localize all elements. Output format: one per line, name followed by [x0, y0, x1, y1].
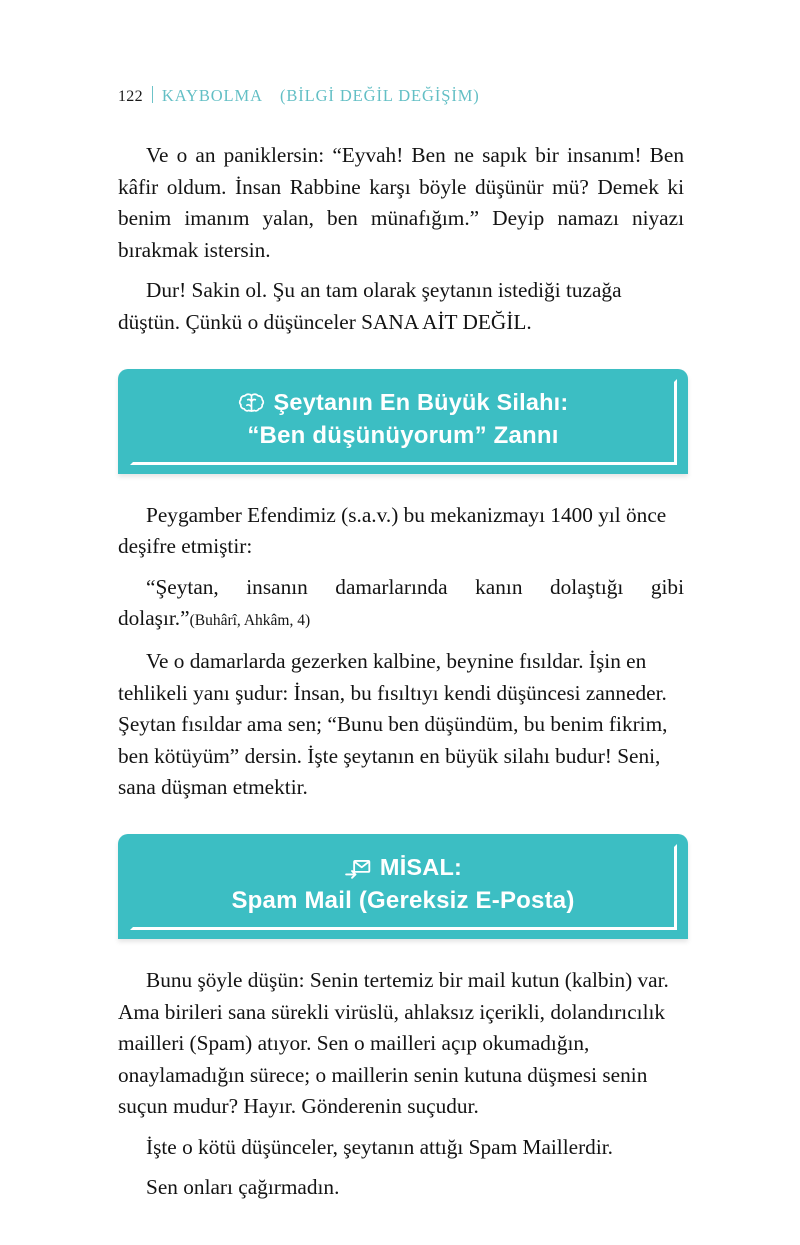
- paragraph-6: Bunu şöyle düşün: Senin tertemiz bir mail kutun (kalbin) var. Ama birileri sana sürekli virüslü, ahlaksız içerikli, dolandırıcılık mailleri (Spam) atıyor. Sen o mailleri açıp okumadığın, onaylamadığın sürece; o maillerin senin kutuna düşmesi senin suçun mudur? Hayır. Gönderenin suçudur.: [118, 967, 669, 1119]
- callout-box-1: [118, 369, 688, 474]
- running-header: [118, 84, 480, 106]
- callout-2-line-1: MİSAL:: [379, 853, 463, 880]
- paragraph-8: Sen onları çağırmadın.: [146, 1175, 340, 1200]
- page-content: [118, 140, 684, 1204]
- spacer: [118, 339, 684, 369]
- paragraph-4: [118, 572, 684, 637]
- callout-1-line-2-row: [144, 419, 662, 452]
- page-number: 122: [118, 88, 143, 105]
- hadith-citation: (Buhârî, Ahkâm, 4): [189, 612, 311, 630]
- running-head-title: KAYBOLMA: [161, 86, 263, 105]
- callout-1-line-1: Şeytanın En Büyük Silahı:: [273, 388, 569, 415]
- spacer: [118, 804, 684, 834]
- paragraph-7: İşte o kötü düşünceler, şeytanın attığı Spam Maillerdir.: [146, 1134, 613, 1159]
- spacer: [118, 474, 684, 500]
- incoming-mail-icon: [344, 855, 371, 882]
- callout-2-line-2: Spam Mail (Gereksiz E-Posta): [231, 886, 575, 914]
- running-head-subtitle: (BİLGİ DEĞİL DEĞİŞİM): [279, 86, 480, 105]
- hadith-quote: “Şeytan, insanın damarlarında kanın dolaştığı gibi dolaşır.”: [118, 574, 684, 631]
- callout-box-2: [118, 834, 688, 939]
- callout-box-2-wrapper: [118, 834, 688, 939]
- callout-2-line-1-row: [144, 851, 662, 884]
- brain-icon: [238, 390, 265, 417]
- callout-box-1-wrapper: [118, 369, 688, 474]
- callout-2-line-2-row: [144, 884, 662, 917]
- header-divider: [152, 86, 153, 103]
- paragraph-1: Ve o an paniklersin: “Eyvah! Ben ne sapık bir insanım! Ben kâfir oldum. İnsan Rabbine karşı böyle düşünür mü? Demek ki benim imanım yalan, ben münafığım.” Deyip namazı niyazı bırakmak istersin.: [118, 143, 684, 262]
- callout-1-line-2: “Ben düşünüyorum” Zannı: [247, 421, 559, 449]
- paragraph-5: Ve o damarlarda gezerken kalbine, beynine fısıldar. İşin en tehlikeli yanı şudur: İnsan, bu fısıltıyı kendi düşüncesi zanneder. Şeytan fısıldar ama sen; “Bunu ben düşündüm, bu benim fikrim, ben kötüyüm” dersin. İşte şeytanın en büyük silahı budur! Seni, sana düşman etmektir.: [118, 648, 668, 800]
- spacer: [118, 939, 684, 965]
- callout-1-line-1-row: [144, 386, 662, 419]
- paragraph-3: Peygamber Efendimiz (s.a.v.) bu mekanizmayı 1400 yıl önce deşifre etmiştir:: [118, 502, 667, 559]
- paragraph-2: Dur! Sakin ol. Şu an tam olarak şeytanın istediği tuzağa düştün. Çünkü o düşünceler SANA AİT DEĞİL.: [118, 278, 622, 334]
